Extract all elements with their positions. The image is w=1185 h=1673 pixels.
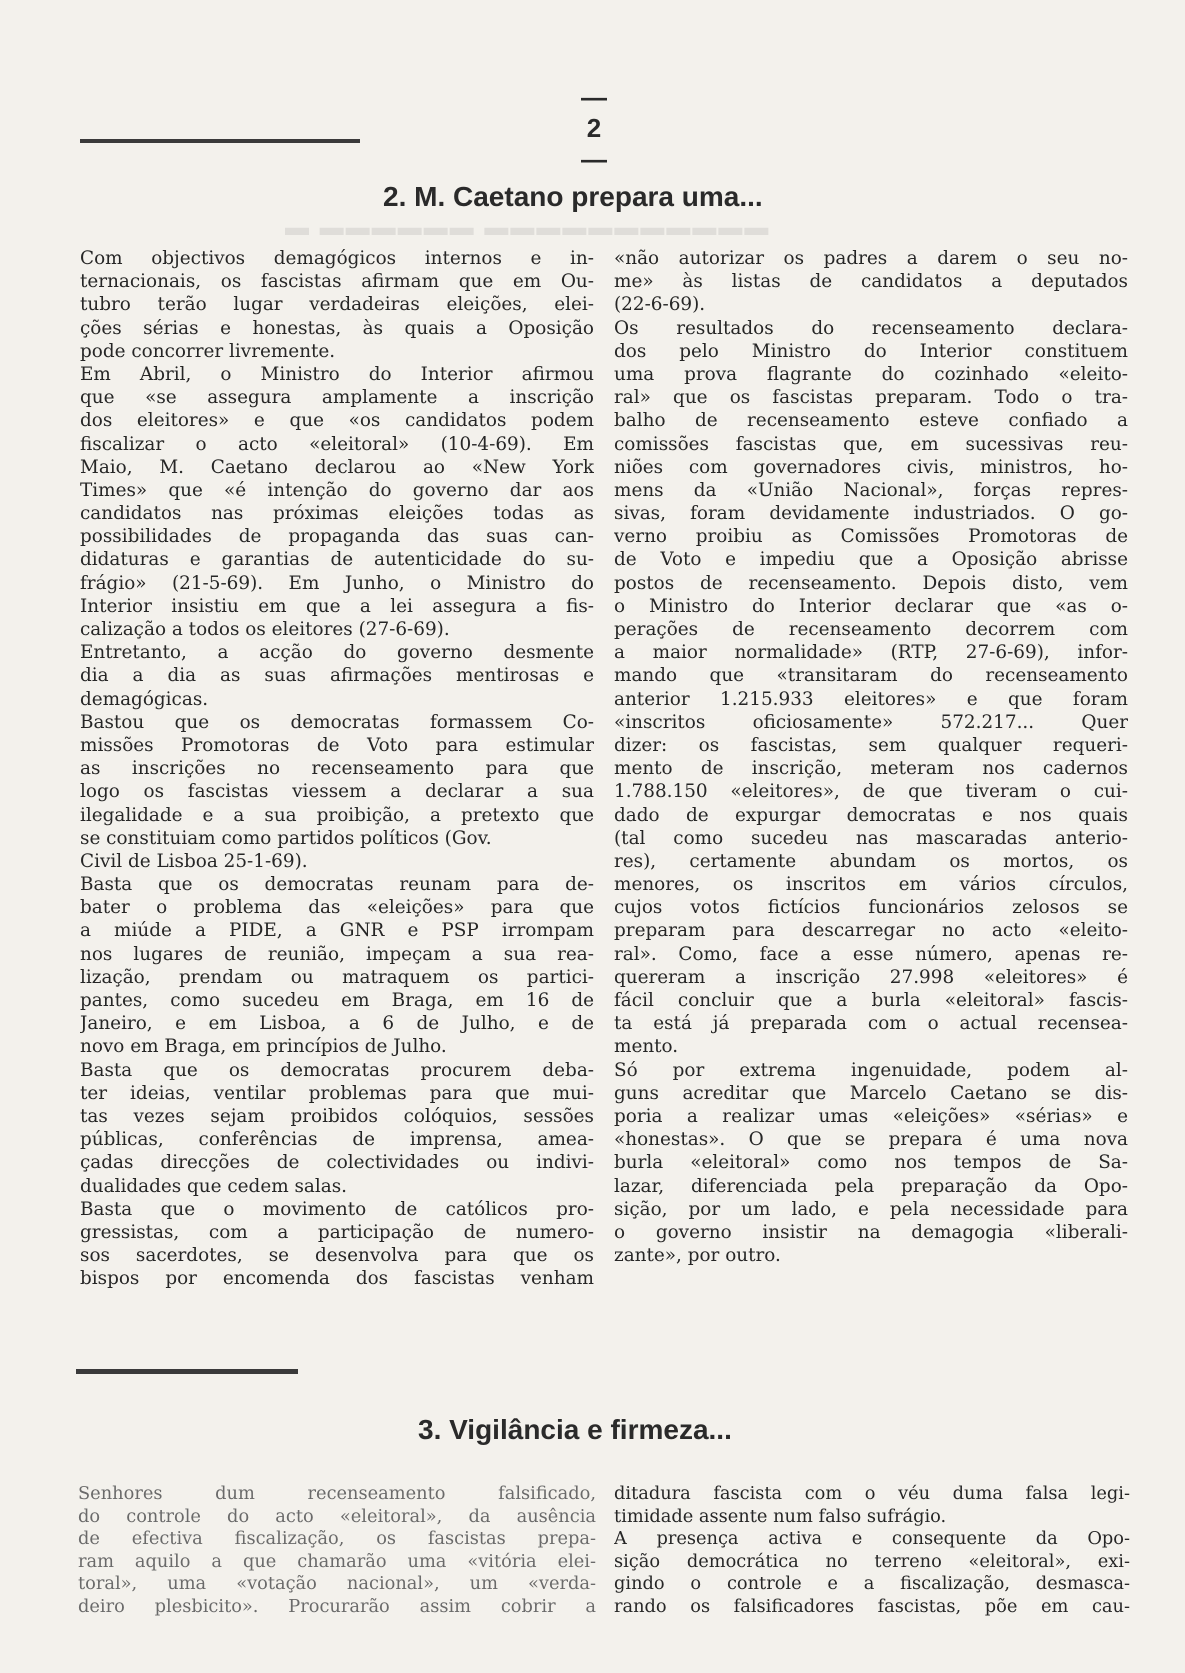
text-line: bater o problema das «eleições» para que [80,897,594,919]
text-line: se constituiam como partidos políticos (Gov. [80,827,492,849]
text-line: fiscalizar o acto «eleitoral» (10-4-69). Em [80,433,594,455]
text-line: nos lugares de reunião, impeçam a sua rea- [80,943,594,965]
text-line: niões com governadores civis, ministros, ho- [614,456,1128,478]
text-line: pantes, como sucedeu em Braga, em 16 de [80,990,594,1011]
text-line: Times» que «é intenção do governo dar aos [80,479,594,501]
text-line: «não autorizar os padres a darem o seu no- [614,248,1128,269]
text-line: perações de recenseamento decorrem com [614,619,1128,640]
text-line: dado de expurgar democratas e nos quais [614,804,1128,826]
bleed-through-shadow: ▬ ▬▬▬▬▬▬ ▬▬▬▬▬▬▬▬▬▬▬ [285,214,771,241]
text-line: A presença activa e consequente da Opo- [614,1528,1130,1550]
text-line: Interior insistiu em que a lei assegura a fis- [80,595,594,617]
text-line: «inscritos oficiosamente» 572.217... Quer [614,711,1128,733]
text-line: deiro plesbicito». Procurarão assim cobrir a [78,1595,596,1617]
text-line: Só por extrema ingenuidade, podem al- [614,1059,1128,1081]
text-line: Basta que os democratas reunam para de- [80,874,594,896]
text-line: toral», uma «votação nacional», um «verda- [78,1573,596,1595]
text-line: burla «eleitoral» como nos tempos de Sa- [614,1152,1128,1174]
text-line: dia a dia as suas afirmações mentirosas e [80,665,594,687]
text-line: ções sérias e honestas, às quais a Oposição [80,317,594,339]
text-line: dos pelo Ministro do Interior constituem [614,340,1128,362]
section-2-title: 2. M. Caetano prepara uma... [383,181,763,212]
text-line: Com objectivos demagógicos internos e in- [80,248,594,269]
text-line: ditadura fascista com o véu duma falsa legi- [614,1483,1130,1504]
text-line: sição, por um lado, e pela necessidade para [614,1198,1128,1220]
text-line: Em Abril, o Ministro do Interior afirmou [80,363,594,385]
text-line: Bastou que os democratas formassem Co- [80,711,594,733]
section-3-column-left [78,1483,596,1619]
section-3-column-right [614,1483,1130,1619]
page-number: —2— [581,82,607,174]
text-line: calização a todos os eleitores (27-6-69). [80,619,450,640]
text-line: menores, os inscritos em vários círculos, [614,874,1128,896]
text-line: cujos votos fictícios funcionários zelosos se [614,897,1128,919]
text-line: me» às listas de candidatos a deputados [614,271,1128,293]
text-line: possibilidades de propaganda das suas can- [80,526,594,548]
text-line: ternacionais, os fascistas afirmam que em Ou- [80,271,594,293]
text-line: mens da «União Nacional», forças repres- [614,479,1128,501]
text-line: (22-6-69). [614,294,706,316]
text-line: Os resultados do recenseamento declara- [614,317,1128,339]
text-line: balho de recenseamento esteve confiado a [614,410,1128,432]
text-line: a miúde a PIDE, a GNR e PSP irrompam [80,920,594,942]
text-line: ta está já preparada com o actual recensea- [614,1013,1128,1035]
text-line: verno proibiu as Comissões Promotoras de [614,526,1128,548]
text-line: o Ministro do Interior declarar que «as o- [614,595,1128,617]
text-line: mento. [614,1036,679,1058]
text-line: do controle do acto «eleitoral», da ausência [78,1505,596,1527]
text-line: Civil de Lisboa 25-1-69). [80,850,308,872]
separator-rule [80,139,360,143]
text-line: lazar, diferenciada pela preparação da Opo- [614,1175,1128,1197]
text-line: dizer: os fascistas, sem qualquer requeri- [614,734,1128,756]
text-line: sos sacerdotes, se desenvolva para que os [80,1245,594,1267]
section-2-column-left [80,247,594,1290]
text-line: de efectiva fiscalização, os fascistas prepa- [78,1528,596,1550]
text-line: lização, prendam ou matraquem os partici- [80,966,594,988]
text-line: mando que «transitaram do recenseamento [614,665,1128,687]
text-line: timidade assente num falso sufrágio. [614,1505,947,1527]
text-line: Janeiro, e em Lisboa, a 6 de Julho, e de [80,1013,594,1035]
text-line: postos de recenseamento. Depois disto, vem [614,572,1128,594]
text-line: 1.788.150 «eleitores», de que tiveram o cui- [614,781,1128,803]
text-line: comissões fascistas que, em sucessivas reu- [614,433,1128,455]
text-line: ral» que os fascistas preparam. Todo o tra- [614,387,1128,409]
text-line: mento de inscrição, meteram nos cadernos [614,758,1128,780]
text-line: demagógicas. [80,688,209,710]
text-line: ram aquilo a que chamarão uma «vitória elei- [78,1550,596,1572]
text-line: preparam para descarregar no acto «eleito- [614,920,1128,942]
text-line: fácil concluir que a burla «eleitoral» fascis- [614,990,1128,1011]
text-line: sição democrática no terreno «eleitoral», exi- [614,1550,1130,1572]
text-line: logo os fascistas viessem a declarar a sua [80,781,594,803]
text-line: anterior 1.215.933 eleitores» e que foram [614,688,1128,710]
section-3-title: 3. Vigilância e firmeza... [418,1414,732,1445]
text-line: zante», por outro. [614,1245,781,1267]
text-line: rando os falsificadores fascistas, põe em cau- [614,1595,1130,1617]
text-line: guns acreditar que Marcelo Caetano se dis- [614,1082,1128,1104]
text-line: que «se assegura amplamente a inscrição [80,387,594,409]
text-line: Basta que o movimento de católicos pro- [80,1198,594,1220]
text-line: Senhores dum recenseamento falsificado, [78,1483,596,1504]
text-line: frágio» (21-5-69). Em Junho, o Ministro do [80,572,594,594]
separator-rule [76,1369,298,1374]
text-line: çadas direcções de colectividades ou indivi- [80,1152,594,1174]
text-line: públicas, conferências de imprensa, amea- [80,1129,594,1151]
text-line: ral». Como, face a esse número, apenas re- [614,943,1128,965]
text-line: a maior normalidade» (RTP, 27-6-69), infor- [614,642,1128,664]
text-line: sivas, foram devidamente industriados. O go- [614,503,1128,525]
text-line: didaturas e garantias de autenticidade do su- [80,549,594,571]
text-line: novo em Braga, em princípios de Julho. [80,1036,447,1058]
text-line: «honestas». O que se prepara é uma nova [614,1129,1128,1151]
text-line: quereram a inscrição 27.998 «eleitores» é [614,966,1128,988]
text-line: gindo o controle e a fiscalização, desmasca- [614,1573,1130,1595]
text-line: pode concorrer livremente. [80,340,336,362]
text-line: (tal como sucedeu nas mascaradas anterio- [614,827,1128,849]
text-line: ter ideias, ventilar problemas para que mui- [80,1082,594,1104]
text-line: tas vezes sejam proibidos colóquios, sessões [80,1105,594,1127]
text-line: as inscrições no recenseamento para que [80,758,594,780]
text-line: Entretanto, a acção do governo desmente [80,642,594,664]
text-line: uma prova flagrante do cozinhado «eleito- [614,363,1128,385]
text-line: poria a realizar umas «eleições» «sérias» e [614,1105,1128,1127]
text-line: o governo insistir na demagogia «liberali- [614,1221,1128,1243]
text-line: gressistas, com a participação de numero- [80,1221,594,1243]
text-line: res), certamente abundam os mortos, os [614,850,1128,872]
text-line: candidatos nas próximas eleições todas as [80,503,594,525]
text-line: dualidades que cedem salas. [80,1175,348,1197]
text-line: bispos por encomenda dos fascistas venham [80,1268,594,1290]
text-line: dos eleitores» e que «os candidatos podem [80,410,594,432]
text-line: de Voto e impediu que a Oposição abrisse [614,549,1128,571]
text-line: tubro terão lugar verdadeiras eleições, elei- [80,294,594,316]
text-line: ilegalidade e a sua proibição, a pretexto que [80,804,594,826]
text-line: missões Promotoras de Voto para estimular [80,734,594,756]
text-line: Maio, M. Caetano declarou ao «New York [80,456,594,478]
text-line: Basta que os democratas procurem deba- [80,1059,594,1081]
section-2-column-right [614,247,1128,1267]
